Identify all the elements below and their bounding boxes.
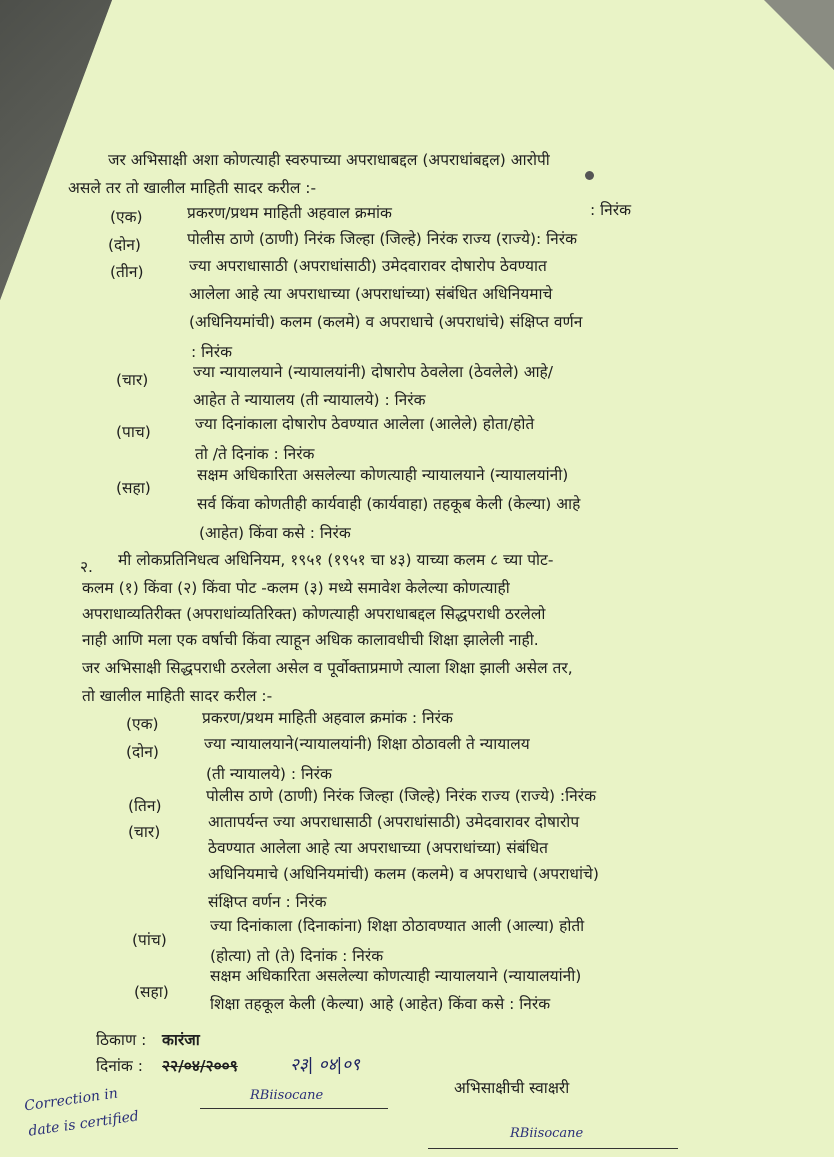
text-line: (एक) <box>110 208 143 226</box>
text-line: (आहेत) किंवा कसे : निरंक <box>199 524 351 542</box>
text-line: पोलीस ठाणे (ठाणी) निरंक जिल्हा (जिल्हे) निरंक राज्य (राज्ये) :निरंक <box>206 787 597 805</box>
text-line: संक्षिप्त वर्णन : निरंक <box>208 893 327 911</box>
text-line: प्रकरण/प्रथम माहिती अहवाल क्रमांक : निरंक <box>202 709 453 727</box>
text-line: २. <box>80 558 93 576</box>
text-line: (होत्या) तो (ते) दिनांक : निरंक <box>210 947 384 965</box>
text-line: (ती न्यायालये) : निरंक <box>206 765 332 783</box>
text-line: : निरंक <box>191 343 233 361</box>
text-line: (पांच) <box>132 931 167 949</box>
text-line: ज्या न्यायालयाने (न्यायालयांनी) दोषारोप ठेवलेला (ठेवलेले) आहे/ <box>193 363 553 381</box>
text-line: ज्या दिनांकाला दोषारोप ठेवण्यात आलेला (आलेले) होता/होते <box>195 415 535 433</box>
text-line: (दोन) <box>108 236 141 254</box>
place-value: कारंजा <box>162 1031 200 1049</box>
text-line: अपराधाव्यतिरीक्त (अपराधांव्यतिरिक्त) कोणत्याही अपराधाबद्दल सिद्धपराधी ठरलेलो <box>82 605 546 623</box>
text-line: (चार) <box>116 371 149 389</box>
handwritten-note-line1: Correction in <box>23 1085 119 1115</box>
signature-scribble: RBiisocane <box>250 1088 324 1103</box>
text-line: ज्या दिनांकाला (दिनाकांना) शिक्षा ठोठावण्यात आली (आल्या) होती <box>210 917 585 935</box>
text-line: अधिनियमाचे (अधिनियमांची) कलम (कलमे) व अपराधाचे (अपराधांचे) <box>208 865 599 883</box>
date-struck: २२/०४/२००९ <box>162 1057 238 1075</box>
text-line: सक्षम अधिकारिता असलेल्या कोणत्याही न्यायालयाने (न्यायालयांनी) <box>210 967 582 985</box>
text-line: (एक) <box>126 715 159 733</box>
text-line: ज्या न्यायालयाने(न्यायालयांनी) शिक्षा ठोठावली ते न्यायालय <box>204 735 530 753</box>
text-line: आलेला आहे त्या अपराधाच्या (अपराधांच्या) संबंधित अधिनियमाचे <box>189 285 553 303</box>
text-line: पोलीस ठाणे (ठाणी) निरंक जिल्हा (जिल्हे) निरंक राज्य (राज्ये): निरंक <box>187 230 578 248</box>
signature-line <box>200 1108 388 1109</box>
text-line: सक्षम अधिकारिता असलेल्या कोणत्याही न्यायालयाने (न्यायालयांनी) <box>197 466 569 484</box>
text-line: असले तर तो खालील माहिती सादर करील :- <box>68 179 317 197</box>
text-line: (पाच) <box>116 423 151 441</box>
text-line: मी लोकप्रतिनिधत्व अधिनियम, १९५१ (१९५१ चा ४३) याच्या कलम ८ च्या पोट- <box>118 551 554 569</box>
text-line: तो खालील माहिती सादर करील :- <box>82 687 273 705</box>
text-line: जर अभिसाक्षी अशा कोणत्याही स्वरुपाच्या अपराधाबद्दल (अपराधांबद्दल) आरोपी <box>108 151 550 169</box>
text-line: प्रकरण/प्रथम माहिती अहवाल क्रमांक <box>187 204 392 222</box>
text-line: शिक्षा तहकूल केली (केल्या) आहे (आहेत) किंवा कसे : निरंक <box>210 995 551 1013</box>
signature-line-2 <box>428 1148 678 1149</box>
place-label: ठिकाण : <box>96 1031 147 1049</box>
date-label: दिनांक : <box>96 1057 143 1075</box>
text-line: सर्व किंवा कोणतीही कार्यवाही (कार्यवाहा) तहकूब केली (केल्या) आहे <box>197 495 581 513</box>
text-line: : निरंक <box>590 201 632 219</box>
signature-label: अभिसाक्षीची स्वाक्षरी <box>454 1079 570 1097</box>
handwritten-note-line2: date is certified <box>27 1108 140 1140</box>
text-line: (सहा) <box>134 983 169 1001</box>
text-line: आतापर्यन्त ज्या अपराधासाठी (अपराधांसाठी) उमेदवारावर दोषारोप <box>208 813 580 831</box>
text-line: (चार) <box>128 823 161 841</box>
text-line: नाही आणि मला एक वर्षाची किंवा त्याहून अधिक कालावधीची शिक्षा झालेली नाही. <box>82 631 539 649</box>
text-line: तो /ते दिनांक : निरंक <box>195 445 315 463</box>
signature-scribble-2: RBiisocane <box>510 1126 584 1141</box>
date-handwritten: २३| ०४|०९ <box>290 1055 360 1075</box>
text-line: (अधिनियमांची) कलम (कलमे) व अपराधाचे (अपराधांचे) संक्षिप्त वर्णन <box>189 313 583 331</box>
text-line: (सहा) <box>116 479 151 497</box>
text-line: (तीन) <box>110 263 144 281</box>
ink-dot <box>585 171 594 180</box>
text-line: कलम (१) किंवा (२) किंवा पोट -कलम (३) मध्ये समावेश केलेल्या कोणत्याही <box>82 579 510 597</box>
text-line: (दोन) <box>126 743 159 761</box>
text-line: जर अभिसाक्षी सिद्धपराधी ठरलेला असेल व पूर्वोक्ताप्रमाणे त्याला शिक्षा झाली असेल तर, <box>82 659 573 677</box>
text-line: (तिन) <box>128 797 162 815</box>
text-line: आहेत ते न्यायालय (ती न्यायालये) : निरंक <box>193 391 426 409</box>
text-line: ज्या अपराधासाठी (अपराधांसाठी) उमेदवारावर दोषारोप ठेवण्यात <box>189 257 547 275</box>
text-line: ठेवण्यात आलेला आहे त्या अपराधाच्या (अपराधांच्या) संबंधित <box>208 839 549 857</box>
